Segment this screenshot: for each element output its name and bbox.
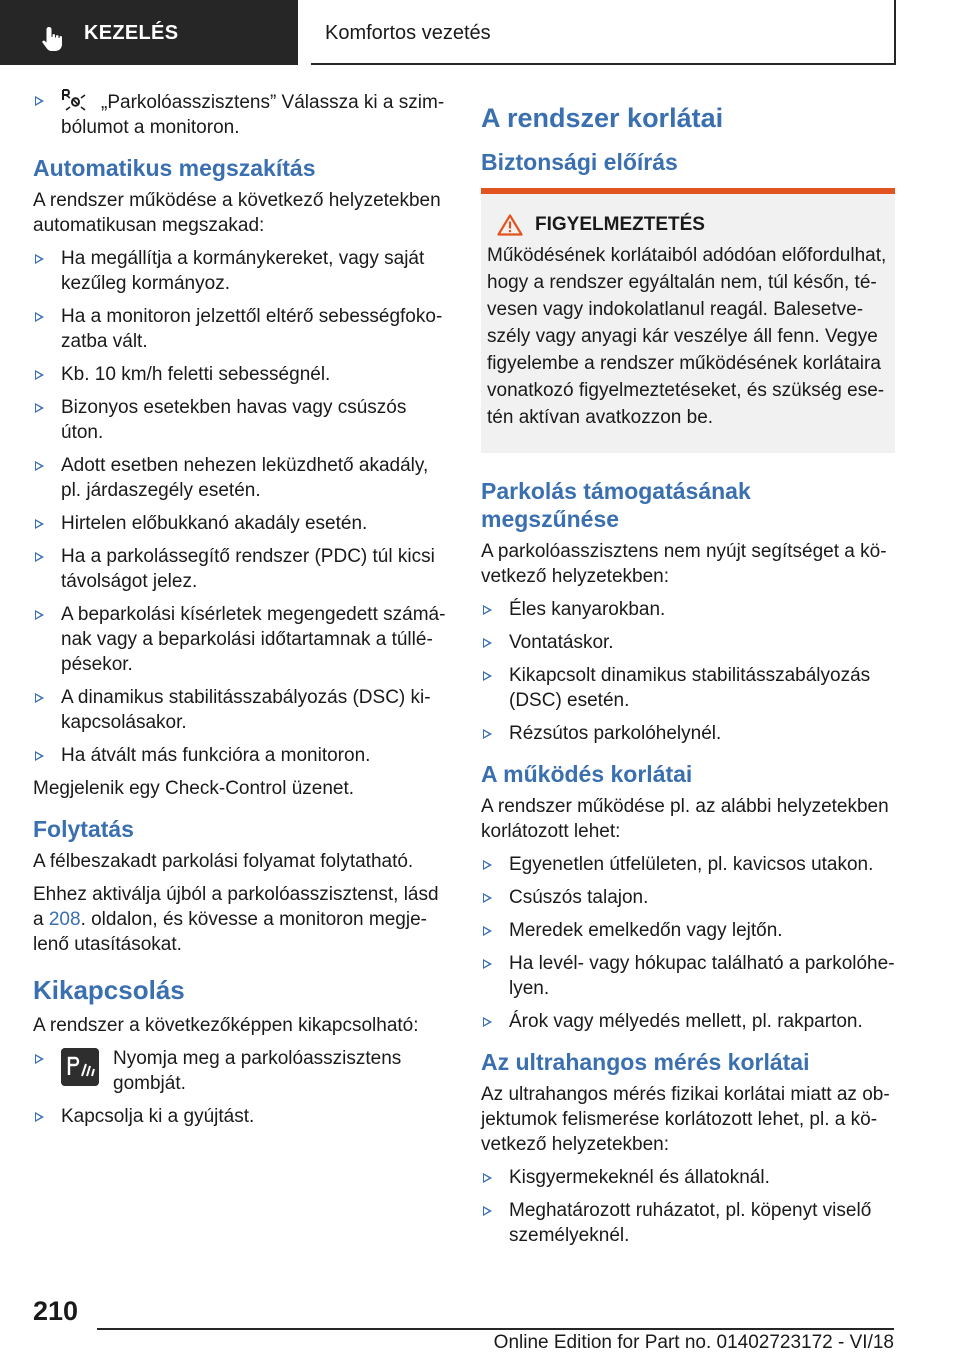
page-title: A rendszer korlátai	[481, 103, 724, 133]
heading-auto-stop: Automatikus megszakítás	[33, 155, 316, 181]
warning-box	[481, 194, 895, 453]
function-limits-list	[481, 852, 895, 1034]
continue-text-2: Ehhez aktiválja újból a parkolóasszisztenst, lásd a 208. oldalon, és kövesse a monitoron megjelenő utasításokat.	[33, 884, 439, 955]
list-item: Kapcsolja ki a gyújtást.	[33, 1104, 447, 1129]
bullet-triangle-icon	[483, 926, 492, 936]
continue-text-1: A félbeszakadt parkolási folyamat folytatható.	[33, 851, 414, 872]
bullet-triangle-icon	[35, 254, 44, 264]
chapter-label: Komfortos vezetés	[325, 22, 491, 44]
bullet-triangle-icon	[35, 552, 44, 562]
warning-title: FIGYELMEZTETÉS	[487, 214, 887, 236]
ultrasonic-text: Az ultrahangos mérés fizikai korlátai miatt az objektumok felismerése korlátozott lehet, pl. a következő helyzetekben:	[481, 1084, 890, 1155]
list-item: Árok vagy mélyedés mellett, pl. rakparton.	[481, 1009, 895, 1034]
list-item: Kb. 10 km/h feletti sebességnél.	[33, 362, 447, 387]
list-item: A dinamikus stabilitásszabályozás (DSC) kikapcsolásakor.	[33, 685, 447, 735]
park-end-text: A parkolóasszisztens nem nyújt segítséget a következő helyzetekben:	[481, 541, 887, 587]
list-item: Ha a monitoron jelzettől eltérő sebességfokozatba vált.	[33, 304, 447, 354]
warning-text: Működésének korlátaiból adódóan előfordulhat, hogy a rendszer egyáltalán nem, túl későn, tévesen vagy indokolatlanul reagál. Balesetveszély vagy anyagi kár veszélye áll fenn. Vegye figyelembe a rendszer működésének korlátaira vonatkozó figyelmeztetéseket, és szükség esetén aktívan avatkozzon be.	[487, 245, 887, 428]
list-item: A beparkolási kísérletek megengedett számának vagy a beparkolási időtartamnak a túllépésekor.	[33, 602, 447, 677]
bullet-triangle-icon	[483, 729, 492, 739]
heading-continue: Folytatás	[33, 816, 134, 842]
list-item: Ha a parkolássegítő rendszer (PDC) túl kicsi távolságot jelez.	[33, 544, 447, 594]
section-tab	[0, 0, 298, 65]
heading-function-limits: A működés korlátai	[481, 761, 693, 787]
heading-ultrasonic: Az ultrahangos mérés korlátai	[481, 1049, 810, 1075]
function-limits-text: A rendszer működése pl. az alábbi helyzetekben korlátozott lehet:	[481, 796, 889, 842]
list-item: Nyomja meg a parkolóasszisztens gombját.	[33, 1046, 447, 1096]
heading-safety: Biztonsági előírás	[481, 149, 678, 175]
switch-off-text: A rendszer a következőképpen kikapcsolható:	[33, 1015, 419, 1036]
warning-triangle-icon	[497, 214, 523, 236]
intro-list	[33, 88, 447, 140]
bullet-triangle-icon	[35, 370, 44, 380]
bullet-triangle-icon	[483, 860, 492, 870]
auto-stop-text: A rendszer működése a következő helyzetekben automatikusan megszakad:	[33, 190, 441, 236]
parking-assistant-icon	[61, 88, 87, 112]
bullet-triangle-icon	[35, 751, 44, 761]
footer-edition: Online Edition for Part no. 01402723172 - VI/18	[493, 1332, 894, 1353]
bullet-triangle-icon	[35, 96, 44, 106]
switch-off-list	[33, 1046, 447, 1129]
right-column	[481, 88, 895, 1256]
hand-pointer-icon	[38, 24, 68, 54]
auto-stop-list	[33, 246, 447, 768]
bullet-triangle-icon	[35, 693, 44, 703]
bullet-triangle-icon	[35, 403, 44, 413]
list-item: Egyenetlen útfelületen, pl. kavicsos utakon.	[481, 852, 895, 877]
page-reference-link[interactable]: 208	[48, 909, 81, 930]
list-item: Vontatáskor.	[481, 630, 895, 655]
bullet-triangle-icon	[35, 519, 44, 529]
list-item: Kikapcsolt dinamikus stabilitásszabályozás (DSC) esetén.	[481, 663, 895, 713]
bullet-triangle-icon	[35, 610, 44, 620]
list-item: Adott esetben nehezen leküzdhető akadály, pl. járdaszegély esetén.	[33, 453, 447, 503]
list-item: Éles kanyarokban.	[481, 597, 895, 622]
footer-rule	[97, 1328, 894, 1330]
bullet-triangle-icon	[35, 461, 44, 471]
check-control-text: Megjelenik egy Check-Control üzenet.	[33, 778, 355, 799]
heading-switch-off: Kikapcsolás	[33, 975, 185, 1005]
list-item: Ha átvált más funkcióra a monitoron.	[33, 743, 447, 768]
bullet-triangle-icon	[483, 959, 492, 969]
list-item: Rézsútos parkolóhelynél.	[481, 721, 895, 746]
left-column	[33, 88, 447, 1137]
list-item: Csúszós talajon.	[481, 885, 895, 910]
page-number: 210	[33, 1296, 79, 1326]
list-item: Kisgyermekeknél és állatoknál.	[481, 1165, 895, 1190]
chapter-tab	[311, 0, 896, 65]
bullet-triangle-icon	[483, 605, 492, 615]
bullet-triangle-icon	[483, 638, 492, 648]
list-item: Hirtelen előbukkanó akadály esetén.	[33, 511, 447, 536]
list-item: Ha megállítja a kormánykereket, vagy saját kezűleg kormányoz.	[33, 246, 447, 296]
bullet-triangle-icon	[35, 1112, 44, 1122]
list-item: Meredek emelkedőn vagy lejtőn.	[481, 918, 895, 943]
bullet-triangle-icon	[483, 1173, 492, 1183]
bullet-triangle-icon	[483, 1206, 492, 1216]
heading-park-end: Parkolás támogatásának megszűnése	[481, 478, 751, 532]
bullet-triangle-icon	[483, 671, 492, 681]
ultrasonic-list	[481, 1165, 895, 1248]
parking-assistant-button-icon	[61, 1048, 99, 1086]
bullet-triangle-icon	[35, 312, 44, 322]
list-item: Bizonyos esetekben havas vagy csúszós úton.	[33, 395, 447, 445]
bullet-triangle-icon	[35, 1054, 44, 1064]
section-label: KEZELÉS	[84, 22, 179, 44]
park-end-list	[481, 597, 895, 746]
list-item: „Parkolóasszisztens” Válassza ki a szimbólumot a monitoron.	[33, 88, 447, 140]
bullet-triangle-icon	[483, 893, 492, 903]
bullet-triangle-icon	[483, 1017, 492, 1027]
list-item: Ha levél- vagy hókupac található a parkolóhelyen.	[481, 951, 895, 1001]
list-item: Meghatározott ruházatot, pl. köpenyt viselő személyeknél.	[481, 1198, 895, 1248]
